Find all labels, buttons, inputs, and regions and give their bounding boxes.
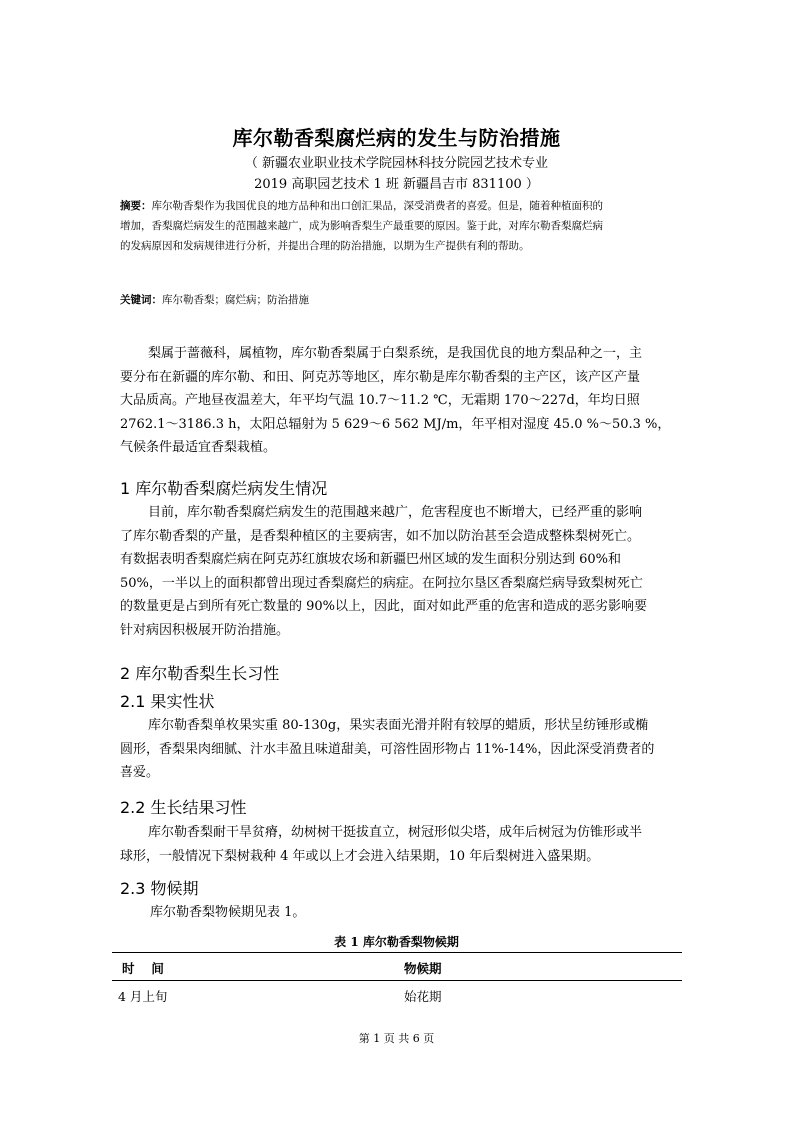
table-header-time: 时 间 [122, 961, 164, 976]
section-2-3-heading: 2.3 物候期 [120, 879, 199, 898]
page-footer: 第 1 页 共 6 页 [358, 1032, 435, 1045]
text-line: 目前，库尔勒香梨腐烂病发生的范围越来越广，危害程度也不断增大，已经严重的影响 [148, 505, 643, 520]
affiliation-line-1: （ 新疆农业职业技术学院园林科技分院园艺技术专业 [244, 156, 549, 171]
text-line: 50%，一半以上的面积都曾出现过香梨腐烂的病症。在阿拉尔垦区香梨腐烂病导致梨树死亡 [120, 575, 643, 591]
text-line: 库尔勒香梨耐干旱贫瘠，幼树树干挺拔直立，树冠形似尖塔，成年后树冠为仿锥形或半 [148, 825, 643, 840]
section-2-heading: 2 库尔勒香梨生长习性 [120, 664, 280, 683]
paper-title: 库尔勒香梨腐烂病的发生与防治措施 [232, 126, 561, 150]
affiliation-line-2: 2019 高职园艺技术 1 班 新疆昌吉市 831100 ） [254, 177, 539, 192]
section-2-2-paragraph [120, 821, 675, 868]
section-1-paragraph [120, 501, 675, 642]
text-line: 库尔勒香梨单枚果实重 80-130g，果实表面光滑并附有较厚的蜡质，形状呈纺锤形或椭 [148, 718, 649, 733]
table-header-rule [112, 980, 682, 981]
text-line: 气候条件最适宜香梨栽植。 [120, 440, 277, 455]
intro-paragraph [120, 342, 675, 460]
text-line: 球形，一般情况下梨树栽种 4 年或以上才会进入结果期，10 年后梨树进入盛果期。 [120, 848, 600, 864]
keywords [120, 290, 675, 310]
section-1-heading: 1 库尔勒香梨腐烂病发生情况 [120, 479, 328, 498]
text-line: 圆形，香梨果肉细腻、汁水丰盈且味道甜美，可溶性固形物占 11%-14%，因此深受消费者的 [120, 741, 655, 757]
table-top-rule [112, 952, 682, 953]
abstract-line: 的发病原因和发病规律进行分析，并提出合理的防治措施，以期为生产提供有利的帮助。 [120, 240, 530, 252]
abstract-line: 增加，香梨腐烂病发生的范围越来越广，成为影响香梨生产最重要的原因。鉴于此，对库尔勒香梨腐烂病 [120, 220, 603, 232]
text-line: 有数据表明香梨腐烂病在阿克苏红旗坡农场和新疆巴州区域的发生面积分别达到 60%和 [120, 552, 622, 567]
keywords-label: 关键词： [120, 294, 162, 306]
keywords-text: 库尔勒香梨；腐烂病；防治措施 [162, 294, 309, 306]
text-line: 梨属于蔷薇科，属植物，库尔勒香梨属于白梨系统，是我国优良的地方梨品种之一，主 [148, 346, 643, 361]
section-2-1-heading: 2.1 果实性状 [120, 692, 215, 711]
abstract [120, 196, 675, 256]
text-line: 喜爱。 [120, 765, 160, 780]
table-caption: 表 1 库尔勒香梨物候期 [334, 935, 459, 949]
table-header-phenophase: 物候期 [404, 961, 442, 976]
table-cell-phenophase: 始花期 [404, 989, 442, 1004]
text-line: 要分布在新疆的库尔勒、和田、阿克苏等地区，库尔勒是库尔勒香梨的主产区，该产区产量 [120, 369, 641, 385]
section-2-1-paragraph [120, 714, 675, 785]
text-line: 2762.1～3186.3 h，太阳总辐射为 5 629～6 562 MJ/m，年平相对湿度 45.0 %～50.3 %， [120, 416, 671, 432]
section-2-3-text: 库尔勒香梨物候期见表 1。 [150, 905, 306, 920]
text-line: 的数量更是占到所有死亡数量的 90%以上，因此，面对如此严重的危害和造成的恶劣影响要 [120, 599, 648, 614]
abstract-line: 库尔勒香梨作为我国优良的地方品种和出口创汇果品，深受消费者的喜爱。但是，随着种植面积的 [151, 200, 603, 212]
text-line: 了库尔勒香梨的产量，是香梨种植区的主要病害，如不加以防治甚至会造成整株梨树死亡。 [120, 528, 641, 544]
table-cell-time: 4 月上旬 [118, 989, 168, 1004]
section-2-2-heading: 2.2 生长结果习性 [120, 798, 247, 817]
abstract-label: 摘要： [120, 200, 152, 212]
text-line: 大品质高。产地昼夜温差大，年平均气温 10.7～11.2 ℃，无霜期 170～227d，年均日照 [120, 393, 640, 408]
text-line: 针对病因积极展开防治措施。 [120, 622, 290, 638]
